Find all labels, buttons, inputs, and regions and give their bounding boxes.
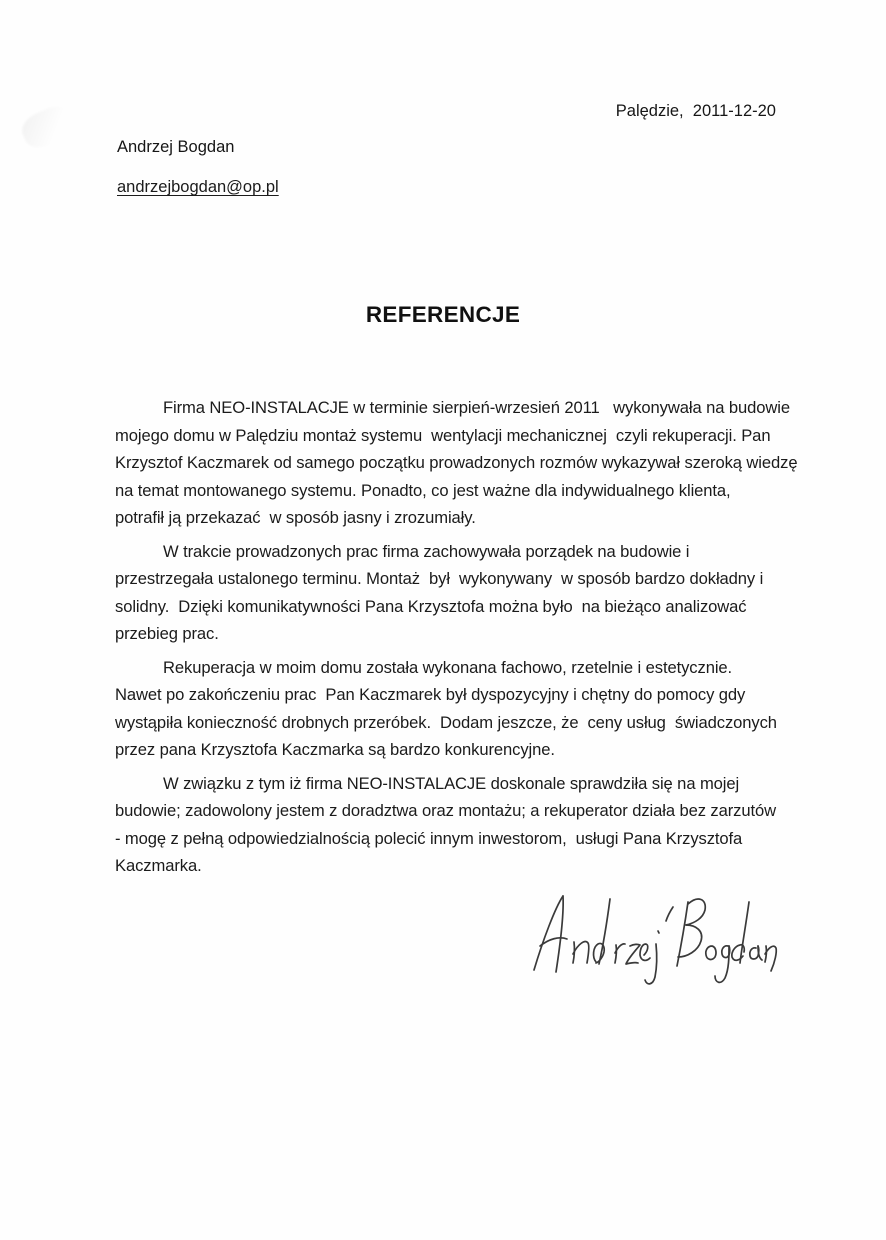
- text-line: W trakcie prowadzonych prac firma zachowywała porządek na budowie i: [163, 541, 690, 561]
- text-line: Kaczmarka.: [115, 856, 202, 875]
- sender-email: andrzejbogdan@op.pl: [117, 178, 279, 196]
- letter-date: Palędzie, 2011-12-20: [615, 102, 776, 120]
- paragraph: [115, 654, 775, 764]
- text-line: Nawet po zakończeniu prac Pan Kaczmarek był dyspozycyjny i chętny do pomocy gdy: [115, 685, 746, 704]
- signature-ink: [526, 884, 778, 996]
- text-line: solidny. Dzięki komunikatywności Pana Krzysztofa można było na bieżąco analizować: [115, 596, 747, 616]
- text-line: Firma NEO-INSTALACJE w terminie sierpień-wrzesień 2011 wykonywała na budowie: [163, 398, 790, 417]
- paragraph: [115, 770, 775, 880]
- letter-body: [115, 394, 798, 886]
- text-line: potrafił ją przekazać w sposób jasny i zrozumiały.: [115, 508, 476, 527]
- handwritten-signature: [526, 884, 778, 996]
- text-line: W związku z tym iż firma NEO-INSTALACJE doskonale sprawdziła się na mojej: [163, 773, 740, 793]
- text-line: budowie; zadowolony jestem z doradztwa oraz montażu; a rekuperator działa bez zarzutów: [115, 801, 777, 820]
- text-line: przez pana Krzysztofa Kaczmarka są bardzo konkurencyjne.: [115, 740, 555, 759]
- text-line: Rekuperacja w moim domu została wykonana fachowo, rzetelnie i estetycznie.: [163, 657, 733, 677]
- text-line: przestrzegała ustalonego terminu. Montaż był wykonywany w sposób bardzo dokładny i: [115, 569, 764, 588]
- text-line: wystąpiła konieczność drobnych przeróbek. Dodam jeszcze, że ceny usług świadczonych: [115, 712, 777, 732]
- paragraph: [115, 394, 798, 532]
- text-line: mojego domu w Palędziu montaż systemu wentylacji mechanicznej czyli rekuperacji. Pan: [115, 425, 771, 445]
- text-line: przebieg prac.: [115, 624, 219, 643]
- scan-smudge-artifact: [17, 101, 78, 153]
- sender-name: Andrzej Bogdan: [117, 138, 235, 156]
- text-line: Krzysztof Kaczmarek od samego początku prowadzonych rozmów wykazywał szeroką wiedzę: [115, 453, 798, 472]
- text-line: - mogę z pełną odpowiedzialnością polecić innym inwestorom, usługi Pana Krzysztofa: [115, 828, 743, 848]
- letter-title: REFERENCJE: [365, 302, 521, 327]
- paragraph: [115, 538, 775, 648]
- text-line: na temat montowanego systemu. Ponadto, co jest ważne dla indywidualnego klienta,: [115, 480, 731, 500]
